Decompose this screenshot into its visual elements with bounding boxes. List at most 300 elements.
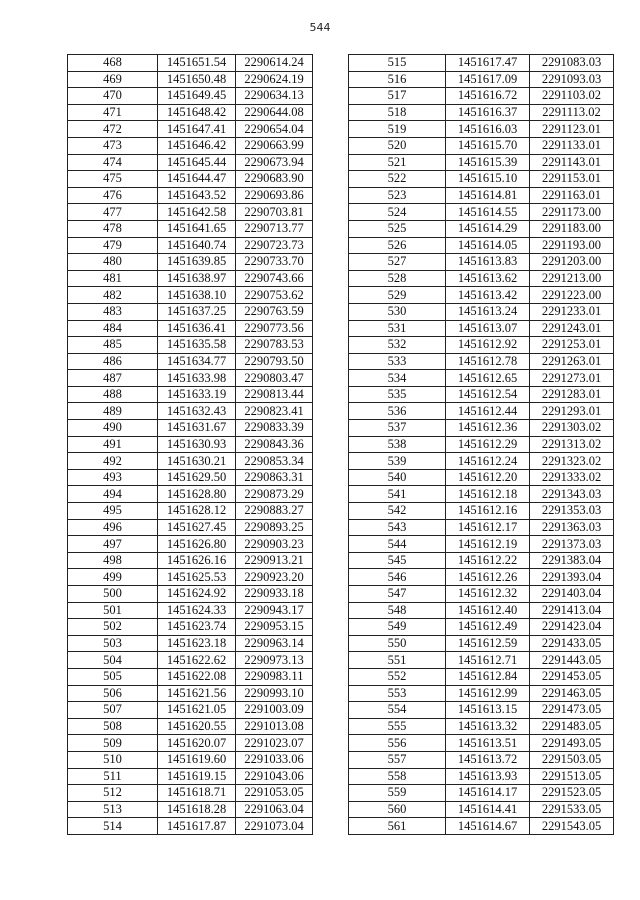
point-number-cell: 478: [68, 220, 158, 237]
y-coordinate-cell: 2291103.02: [530, 88, 614, 105]
point-number-cell: 472: [68, 121, 158, 138]
point-number-cell: 561: [349, 818, 446, 835]
y-coordinate-cell: 2291033.06: [236, 751, 313, 768]
point-number-cell: 508: [68, 718, 158, 735]
x-coordinate-cell: 1451612.32: [446, 586, 530, 603]
x-coordinate-cell: 1451641.65: [158, 220, 236, 237]
x-coordinate-cell: 1451649.45: [158, 88, 236, 105]
table-row: [349, 569, 614, 586]
y-coordinate-cell: 2291263.01: [530, 353, 614, 370]
y-coordinate-cell: 2290863.31: [236, 469, 313, 486]
y-coordinate-cell: 2291053.05: [236, 785, 313, 802]
table-row: [68, 818, 313, 835]
x-coordinate-cell: 1451650.48: [158, 71, 236, 88]
table-row: [349, 420, 614, 437]
table-row: [68, 386, 313, 403]
point-number-cell: 526: [349, 237, 446, 254]
table-row: [68, 685, 313, 702]
point-number-cell: 557: [349, 751, 446, 768]
point-number-cell: 481: [68, 270, 158, 287]
point-number-cell: 555: [349, 718, 446, 735]
x-coordinate-cell: 1451612.65: [446, 370, 530, 387]
table-row: [349, 785, 614, 802]
x-coordinate-cell: 1451624.92: [158, 586, 236, 603]
table-row: [349, 287, 614, 304]
x-coordinate-cell: 1451612.24: [446, 453, 530, 470]
table-row: [68, 702, 313, 719]
y-coordinate-cell: 2291403.04: [530, 586, 614, 603]
x-coordinate-cell: 1451617.47: [446, 55, 530, 72]
point-number-cell: 491: [68, 436, 158, 453]
table-row: [68, 602, 313, 619]
point-number-cell: 545: [349, 552, 446, 569]
y-coordinate-cell: 2291123.01: [530, 121, 614, 138]
y-coordinate-cell: 2290923.20: [236, 569, 313, 586]
y-coordinate-cell: 2291473.05: [530, 702, 614, 719]
y-coordinate-cell: 2291023.07: [236, 735, 313, 752]
point-number-cell: 502: [68, 619, 158, 636]
x-coordinate-cell: 1451623.18: [158, 635, 236, 652]
table-row: [349, 121, 614, 138]
x-coordinate-cell: 1451619.15: [158, 768, 236, 785]
table-row: [68, 751, 313, 768]
table-row: [68, 370, 313, 387]
point-number-cell: 539: [349, 453, 446, 470]
point-number-cell: 497: [68, 536, 158, 553]
y-coordinate-cell: 2291113.02: [530, 104, 614, 121]
x-coordinate-cell: 1451614.41: [446, 801, 530, 818]
y-coordinate-cell: 2291393.04: [530, 569, 614, 586]
x-coordinate-cell: 1451612.36: [446, 420, 530, 437]
y-coordinate-cell: 2291303.02: [530, 420, 614, 437]
x-coordinate-cell: 1451613.32: [446, 718, 530, 735]
point-number-cell: 540: [349, 469, 446, 486]
table-row: [68, 420, 313, 437]
point-number-cell: 506: [68, 685, 158, 702]
point-number-cell: 476: [68, 187, 158, 204]
point-number-cell: 489: [68, 403, 158, 420]
x-coordinate-cell: 1451646.42: [158, 137, 236, 154]
y-coordinate-cell: 2290673.94: [236, 154, 313, 171]
x-coordinate-cell: 1451648.42: [158, 104, 236, 121]
y-coordinate-cell: 2290723.73: [236, 237, 313, 254]
table-row: [68, 353, 313, 370]
table-row: [349, 652, 614, 669]
y-coordinate-cell: 2290624.19: [236, 71, 313, 88]
x-coordinate-cell: 1451612.49: [446, 619, 530, 636]
table-row: [349, 353, 614, 370]
y-coordinate-cell: 2291173.00: [530, 204, 614, 221]
y-coordinate-cell: 2291073.04: [236, 818, 313, 835]
point-number-cell: 553: [349, 685, 446, 702]
point-number-cell: 537: [349, 420, 446, 437]
x-coordinate-cell: 1451620.55: [158, 718, 236, 735]
table-row: [349, 270, 614, 287]
table-row: [349, 635, 614, 652]
y-coordinate-cell: 2291063.04: [236, 801, 313, 818]
x-coordinate-cell: 1451612.29: [446, 436, 530, 453]
x-coordinate-cell: 1451614.55: [446, 204, 530, 221]
point-number-cell: 554: [349, 702, 446, 719]
table-row: [349, 403, 614, 420]
y-coordinate-cell: 2290683.90: [236, 171, 313, 188]
point-number-cell: 483: [68, 303, 158, 320]
table-row: [68, 303, 313, 320]
y-coordinate-cell: 2290883.27: [236, 503, 313, 520]
y-coordinate-cell: 2290893.25: [236, 519, 313, 536]
point-number-cell: 549: [349, 619, 446, 636]
point-number-cell: 484: [68, 320, 158, 337]
y-coordinate-cell: 2291133.01: [530, 137, 614, 154]
point-number-cell: 488: [68, 386, 158, 403]
y-coordinate-cell: 2291253.01: [530, 337, 614, 354]
x-coordinate-cell: 1451638.97: [158, 270, 236, 287]
point-number-cell: 556: [349, 735, 446, 752]
point-number-cell: 495: [68, 503, 158, 520]
point-number-cell: 516: [349, 71, 446, 88]
point-number-cell: 513: [68, 801, 158, 818]
point-number-cell: 550: [349, 635, 446, 652]
x-coordinate-cell: 1451613.62: [446, 270, 530, 287]
y-coordinate-cell: 2290843.36: [236, 436, 313, 453]
table-row: [349, 735, 614, 752]
y-coordinate-cell: 2290813.44: [236, 386, 313, 403]
x-coordinate-cell: 1451612.59: [446, 635, 530, 652]
table-row: [349, 619, 614, 636]
x-coordinate-cell: 1451631.67: [158, 420, 236, 437]
table-row: [349, 818, 614, 835]
point-number-cell: 503: [68, 635, 158, 652]
point-number-cell: 518: [349, 104, 446, 121]
table-row: [349, 453, 614, 470]
table-row: [68, 436, 313, 453]
y-coordinate-cell: 2291463.05: [530, 685, 614, 702]
table-row: [349, 171, 614, 188]
table-row: [349, 768, 614, 785]
y-coordinate-cell: 2290833.39: [236, 420, 313, 437]
point-number-cell: 534: [349, 370, 446, 387]
x-coordinate-cell: 1451640.74: [158, 237, 236, 254]
coordinates-table-right-body: [349, 55, 614, 835]
point-number-cell: 544: [349, 536, 446, 553]
x-coordinate-cell: 1451647.41: [158, 121, 236, 138]
table-row: [68, 104, 313, 121]
x-coordinate-cell: 1451633.98: [158, 370, 236, 387]
y-coordinate-cell: 2291373.03: [530, 536, 614, 553]
y-coordinate-cell: 2291013.08: [236, 718, 313, 735]
x-coordinate-cell: 1451651.54: [158, 55, 236, 72]
table-row: [68, 801, 313, 818]
table-row: [349, 586, 614, 603]
table-row: [68, 320, 313, 337]
x-coordinate-cell: 1451613.83: [446, 254, 530, 271]
point-number-cell: 517: [349, 88, 446, 105]
table-row: [68, 569, 313, 586]
table-row: [349, 204, 614, 221]
y-coordinate-cell: 2290943.17: [236, 602, 313, 619]
point-number-cell: 558: [349, 768, 446, 785]
x-coordinate-cell: 1451633.19: [158, 386, 236, 403]
y-coordinate-cell: 2291413.04: [530, 602, 614, 619]
table-row: [68, 187, 313, 204]
y-coordinate-cell: 2291343.03: [530, 486, 614, 503]
table-row: [68, 635, 313, 652]
y-coordinate-cell: 2291193.00: [530, 237, 614, 254]
point-number-cell: 470: [68, 88, 158, 105]
table-row: [68, 403, 313, 420]
table-row: [68, 486, 313, 503]
table-row: [349, 187, 614, 204]
x-coordinate-cell: 1451612.78: [446, 353, 530, 370]
point-number-cell: 521: [349, 154, 446, 171]
point-number-cell: 535: [349, 386, 446, 403]
point-number-cell: 524: [349, 204, 446, 221]
x-coordinate-cell: 1451638.10: [158, 287, 236, 304]
y-coordinate-cell: 2290853.34: [236, 453, 313, 470]
point-number-cell: 482: [68, 287, 158, 304]
x-coordinate-cell: 1451624.33: [158, 602, 236, 619]
point-number-cell: 490: [68, 420, 158, 437]
y-coordinate-cell: 2291003.09: [236, 702, 313, 719]
point-number-cell: 536: [349, 403, 446, 420]
table-row: [68, 469, 313, 486]
x-coordinate-cell: 1451612.84: [446, 668, 530, 685]
table-row: [349, 154, 614, 171]
x-coordinate-cell: 1451620.07: [158, 735, 236, 752]
point-number-cell: 559: [349, 785, 446, 802]
x-coordinate-cell: 1451616.03: [446, 121, 530, 138]
page-number: 544: [309, 21, 331, 34]
table-row: [68, 88, 313, 105]
y-coordinate-cell: 2291163.01: [530, 187, 614, 204]
x-coordinate-cell: 1451645.44: [158, 154, 236, 171]
point-number-cell: 498: [68, 552, 158, 569]
table-row: [68, 519, 313, 536]
y-coordinate-cell: 2291513.05: [530, 768, 614, 785]
y-coordinate-cell: 2291203.00: [530, 254, 614, 271]
x-coordinate-cell: 1451614.05: [446, 237, 530, 254]
y-coordinate-cell: 2291213.00: [530, 270, 614, 287]
table-row: [349, 503, 614, 520]
table-row: [68, 503, 313, 520]
point-number-cell: 533: [349, 353, 446, 370]
x-coordinate-cell: 1451612.40: [446, 602, 530, 619]
x-coordinate-cell: 1451628.80: [158, 486, 236, 503]
table-row: [349, 552, 614, 569]
coordinates-table-left-body: [68, 55, 313, 835]
x-coordinate-cell: 1451613.93: [446, 768, 530, 785]
x-coordinate-cell: 1451618.71: [158, 785, 236, 802]
x-coordinate-cell: 1451612.71: [446, 652, 530, 669]
point-number-cell: 546: [349, 569, 446, 586]
y-coordinate-cell: 2290993.10: [236, 685, 313, 702]
x-coordinate-cell: 1451612.22: [446, 552, 530, 569]
point-number-cell: 528: [349, 270, 446, 287]
point-number-cell: 541: [349, 486, 446, 503]
table-row: [349, 55, 614, 72]
point-number-cell: 492: [68, 453, 158, 470]
x-coordinate-cell: 1451612.20: [446, 469, 530, 486]
point-number-cell: 527: [349, 254, 446, 271]
x-coordinate-cell: 1451612.44: [446, 403, 530, 420]
table-row: [349, 320, 614, 337]
x-coordinate-cell: 1451625.53: [158, 569, 236, 586]
y-coordinate-cell: 2291533.05: [530, 801, 614, 818]
y-coordinate-cell: 2290713.77: [236, 220, 313, 237]
table-row: [349, 536, 614, 553]
point-number-cell: 496: [68, 519, 158, 536]
point-number-cell: 547: [349, 586, 446, 603]
table-row: [349, 602, 614, 619]
table-row: [68, 204, 313, 221]
table-row: [349, 486, 614, 503]
y-coordinate-cell: 2291543.05: [530, 818, 614, 835]
table-row: [349, 104, 614, 121]
point-number-cell: 511: [68, 768, 158, 785]
y-coordinate-cell: 2291093.03: [530, 71, 614, 88]
coordinates-table-left: [67, 54, 313, 835]
x-coordinate-cell: 1451619.60: [158, 751, 236, 768]
y-coordinate-cell: 2291243.01: [530, 320, 614, 337]
y-coordinate-cell: 2291453.05: [530, 668, 614, 685]
table-row: [349, 702, 614, 719]
x-coordinate-cell: 1451612.17: [446, 519, 530, 536]
y-coordinate-cell: 2290823.41: [236, 403, 313, 420]
y-coordinate-cell: 2290793.50: [236, 353, 313, 370]
x-coordinate-cell: 1451636.41: [158, 320, 236, 337]
point-number-cell: 509: [68, 735, 158, 752]
x-coordinate-cell: 1451617.09: [446, 71, 530, 88]
x-coordinate-cell: 1451621.56: [158, 685, 236, 702]
y-coordinate-cell: 2290773.56: [236, 320, 313, 337]
y-coordinate-cell: 2291143.01: [530, 154, 614, 171]
table-row: [349, 751, 614, 768]
table-row: [68, 668, 313, 685]
point-number-cell: 542: [349, 503, 446, 520]
y-coordinate-cell: 2290953.15: [236, 619, 313, 636]
point-number-cell: 529: [349, 287, 446, 304]
table-row: [349, 386, 614, 403]
table-row: [68, 254, 313, 271]
x-coordinate-cell: 1451621.05: [158, 702, 236, 719]
x-coordinate-cell: 1451642.58: [158, 204, 236, 221]
table-row: [68, 652, 313, 669]
y-coordinate-cell: 2290654.04: [236, 121, 313, 138]
x-coordinate-cell: 1451629.50: [158, 469, 236, 486]
x-coordinate-cell: 1451614.81: [446, 187, 530, 204]
y-coordinate-cell: 2290644.08: [236, 104, 313, 121]
point-number-cell: 530: [349, 303, 446, 320]
x-coordinate-cell: 1451613.72: [446, 751, 530, 768]
point-number-cell: 486: [68, 353, 158, 370]
point-number-cell: 475: [68, 171, 158, 188]
table-row: [349, 254, 614, 271]
x-coordinate-cell: 1451613.15: [446, 702, 530, 719]
y-coordinate-cell: 2290903.23: [236, 536, 313, 553]
y-coordinate-cell: 2291273.01: [530, 370, 614, 387]
table-row: [68, 337, 313, 354]
table-row: [349, 303, 614, 320]
point-number-cell: 487: [68, 370, 158, 387]
y-coordinate-cell: 2290693.86: [236, 187, 313, 204]
x-coordinate-cell: 1451635.58: [158, 337, 236, 354]
x-coordinate-cell: 1451632.43: [158, 403, 236, 420]
point-number-cell: 474: [68, 154, 158, 171]
table-row: [68, 171, 313, 188]
y-coordinate-cell: 2291483.05: [530, 718, 614, 735]
coordinates-table-right: [348, 54, 614, 835]
table-row: [68, 71, 313, 88]
point-number-cell: 543: [349, 519, 446, 536]
point-number-cell: 532: [349, 337, 446, 354]
point-number-cell: 551: [349, 652, 446, 669]
point-number-cell: 507: [68, 702, 158, 719]
table-row: [68, 287, 313, 304]
x-coordinate-cell: 1451613.51: [446, 735, 530, 752]
y-coordinate-cell: 2291423.04: [530, 619, 614, 636]
y-coordinate-cell: 2290873.29: [236, 486, 313, 503]
point-number-cell: 525: [349, 220, 446, 237]
table-row: [349, 718, 614, 735]
point-number-cell: 531: [349, 320, 446, 337]
y-coordinate-cell: 2290703.81: [236, 204, 313, 221]
x-coordinate-cell: 1451634.77: [158, 353, 236, 370]
point-number-cell: 560: [349, 801, 446, 818]
x-coordinate-cell: 1451627.45: [158, 519, 236, 536]
y-coordinate-cell: 2290733.70: [236, 254, 313, 271]
x-coordinate-cell: 1451616.37: [446, 104, 530, 121]
y-coordinate-cell: 2291323.02: [530, 453, 614, 470]
point-number-cell: 520: [349, 137, 446, 154]
table-row: [349, 685, 614, 702]
y-coordinate-cell: 2291043.06: [236, 768, 313, 785]
y-coordinate-cell: 2290614.24: [236, 55, 313, 72]
x-coordinate-cell: 1451612.26: [446, 569, 530, 586]
x-coordinate-cell: 1451618.28: [158, 801, 236, 818]
x-coordinate-cell: 1451626.80: [158, 536, 236, 553]
table-row: [349, 469, 614, 486]
y-coordinate-cell: 2291233.01: [530, 303, 614, 320]
point-number-cell: 510: [68, 751, 158, 768]
x-coordinate-cell: 1451612.16: [446, 503, 530, 520]
table-row: [349, 337, 614, 354]
y-coordinate-cell: 2291153.01: [530, 171, 614, 188]
point-number-cell: 469: [68, 71, 158, 88]
table-row: [349, 668, 614, 685]
point-number-cell: 499: [68, 569, 158, 586]
y-coordinate-cell: 2290753.62: [236, 287, 313, 304]
x-coordinate-cell: 1451613.24: [446, 303, 530, 320]
table-row: [349, 88, 614, 105]
y-coordinate-cell: 2290803.47: [236, 370, 313, 387]
table-row: [68, 586, 313, 603]
x-coordinate-cell: 1451614.17: [446, 785, 530, 802]
x-coordinate-cell: 1451622.62: [158, 652, 236, 669]
x-coordinate-cell: 1451626.16: [158, 552, 236, 569]
x-coordinate-cell: 1451615.70: [446, 137, 530, 154]
x-coordinate-cell: 1451630.21: [158, 453, 236, 470]
y-coordinate-cell: 2290913.21: [236, 552, 313, 569]
y-coordinate-cell: 2290783.53: [236, 337, 313, 354]
x-coordinate-cell: 1451615.39: [446, 154, 530, 171]
x-coordinate-cell: 1451612.19: [446, 536, 530, 553]
x-coordinate-cell: 1451615.10: [446, 171, 530, 188]
y-coordinate-cell: 2290933.18: [236, 586, 313, 603]
point-number-cell: 493: [68, 469, 158, 486]
point-number-cell: 512: [68, 785, 158, 802]
table-row: [68, 237, 313, 254]
table-row: [68, 785, 313, 802]
